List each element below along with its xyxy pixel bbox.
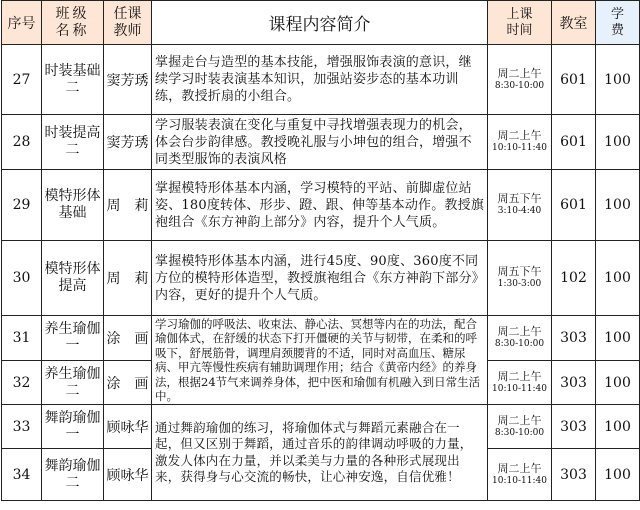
header-teacher-line2: 教师	[113, 22, 142, 39]
header-time-line1: 上课	[506, 6, 533, 22]
header-class-line1: 班级	[55, 5, 90, 22]
row-fee: 100	[596, 405, 640, 449]
header-time-line2: 时间	[506, 22, 533, 38]
row-hours: 10:10-11:40	[492, 383, 547, 394]
row-room: 303	[552, 361, 596, 405]
row-hours: 1:30-3:00	[497, 279, 542, 289]
row-time	[488, 449, 552, 501]
row-description: 掌握模特形体基本内涵，进行45度、90度、360度不同方位的模特形体造型，教授旗袍组合《东方神韵下部分》内容，更好的提升个人气质。	[152, 241, 488, 316]
row-day: 周五下午	[497, 265, 542, 278]
row-room: 303	[552, 449, 596, 501]
row-description: 学习服装表演在变化与重复中寻找增强表现力的机会，体会台步韵律感。教授晚礼服与小坤包的组合，增强不同类型服饰的表演风格	[152, 115, 488, 170]
row-seq: 31	[2, 316, 42, 361]
row-class-line1: 舞韵瑜伽	[44, 457, 101, 474]
row-time	[488, 405, 552, 449]
row-class-name	[42, 405, 104, 449]
header-fee-line2: 费	[610, 22, 624, 38]
table-row	[2, 241, 640, 316]
merged-description-dance-yoga: 通过舞韵瑜伽的练习，将瑜伽体式与舞蹈元素融合在一起，但又区别于舞蹈，通过音乐的韵律调动呼吸的力量，激发人体内在力量，并以柔美与力量的各种形式展现出来，获得身与心交流的畅快，让心神安逸，自信优雅！	[152, 405, 488, 501]
row-fee: 100	[596, 449, 640, 501]
row-seq: 29	[2, 170, 42, 241]
row-hours: 8:30-10:00	[494, 80, 545, 91]
row-class-line2: 二	[65, 382, 80, 399]
row-room: 601	[552, 45, 596, 115]
row-class-line1: 时装提高	[44, 125, 101, 141]
row-class-name	[42, 361, 104, 405]
row-seq: 32	[2, 361, 42, 405]
row-room: 303	[552, 405, 596, 449]
row-teacher: 涂 画	[104, 316, 152, 361]
row-fee: 100	[596, 170, 640, 241]
row-hours: 10:10-11:40	[492, 475, 547, 486]
row-teacher: 顾咏华	[104, 405, 152, 449]
row-class-line2: 二	[65, 474, 80, 491]
row-teacher: 周 莉	[104, 170, 152, 241]
row-teacher: 顾咏华	[104, 449, 152, 501]
header-row	[2, 1, 640, 45]
row-teacher: 窦芳琇	[104, 115, 152, 170]
header-teacher-line1: 任课	[113, 5, 142, 22]
row-day: 周二上午	[497, 129, 542, 142]
row-class-line2: 二	[65, 142, 80, 158]
row-class-line2: 基础	[58, 205, 87, 221]
row-description: 掌握模特形体基本内涵，学习模特的平站、前脚虚位站姿、180度转体、形步、蹬、跟、伸等基本动作。教授旗袍组合《东方神韵上部分》内容，提升个人气质。	[152, 170, 488, 241]
row-teacher: 周 莉	[104, 241, 152, 316]
header-fee	[596, 1, 640, 45]
row-class-line1: 时装基础	[44, 62, 101, 79]
row-hours: 10:10-11:40	[492, 143, 547, 153]
row-class-line1: 养生瑜伽	[44, 365, 101, 382]
row-day: 周二上午	[497, 325, 542, 338]
header-class-line2: 名称	[55, 22, 90, 39]
table-row	[2, 115, 640, 170]
table-row	[2, 316, 640, 361]
row-class-line1: 模特形体	[44, 261, 101, 277]
header-seq: 序号	[2, 1, 42, 45]
header-time	[488, 1, 552, 45]
row-room: 102	[552, 241, 596, 316]
row-class-line2: 一	[65, 426, 80, 443]
row-day: 周二上午	[497, 66, 542, 80]
row-seq: 34	[2, 449, 42, 501]
header-fee-line1: 学	[610, 6, 624, 22]
row-class-line1: 养生瑜伽	[44, 321, 101, 337]
row-class-line2: 二	[65, 79, 80, 96]
row-seq: 28	[2, 115, 42, 170]
row-class-line2: 一	[65, 338, 80, 354]
row-class-name	[42, 170, 104, 241]
row-day: 周二上午	[497, 369, 542, 383]
row-seq: 27	[2, 45, 42, 115]
row-time	[488, 170, 552, 241]
row-fee: 100	[596, 45, 640, 115]
table-row	[2, 45, 640, 115]
row-time	[488, 241, 552, 316]
row-room: 601	[552, 170, 596, 241]
row-class-name	[42, 449, 104, 501]
row-time	[488, 361, 552, 405]
row-class-name	[42, 45, 104, 115]
row-fee: 100	[596, 316, 640, 361]
row-room: 303	[552, 316, 596, 361]
row-hours: 8:30-10:00	[494, 427, 545, 438]
row-class-name	[42, 241, 104, 316]
row-day: 周二上午	[497, 461, 542, 475]
row-class-line1: 舞韵瑜伽	[44, 409, 101, 426]
header-room: 教室	[552, 1, 596, 45]
row-fee: 100	[596, 115, 640, 170]
table-row	[2, 170, 640, 241]
row-fee: 100	[596, 241, 640, 316]
row-hours: 8:30-10:00	[494, 339, 545, 349]
row-class-line2: 提高	[58, 278, 87, 294]
row-teacher: 窦芳琇	[104, 45, 152, 115]
merged-description-health-yoga: 学习瑜伽的呼吸法、收束法、静心法、冥想等内在的功法，配合瑜伽体式，在舒缓的状态下打开僵硬的关节与韧带，在柔和的呼吸下，舒展筋骨，调理肩颈腰背的不适，同时对高血压、糖尿病、甲亢等慢性疾病有辅助调理作用；结合《黄帝内经》的养身法，根据24节气来调养身体，把中医和瑜伽有机融入到日常生活中。	[152, 316, 488, 405]
row-description: 掌握走台与造型的基本技能，增强服饰表演的意识，继续学习时装表演基本知识，加强站姿步态的基本功训练，教授折扇的小组合。	[152, 45, 488, 115]
row-class-name	[42, 316, 104, 361]
row-hours: 3:10-4:40	[497, 206, 542, 216]
row-day: 周二上午	[497, 413, 542, 427]
table-row	[2, 405, 640, 449]
row-seq: 30	[2, 241, 42, 316]
header-class-name	[42, 1, 104, 45]
row-seq: 33	[2, 405, 42, 449]
row-teacher: 涂 画	[104, 361, 152, 405]
row-class-name	[42, 115, 104, 170]
row-time	[488, 45, 552, 115]
row-time	[488, 115, 552, 170]
header-content: 课程内容简介	[152, 1, 488, 45]
header-teacher	[104, 1, 152, 45]
row-day: 周五下午	[497, 192, 542, 205]
row-class-line1: 模特形体	[44, 188, 101, 204]
row-room: 601	[552, 115, 596, 170]
row-time	[488, 316, 552, 361]
row-fee: 100	[596, 361, 640, 405]
course-table	[1, 0, 640, 501]
